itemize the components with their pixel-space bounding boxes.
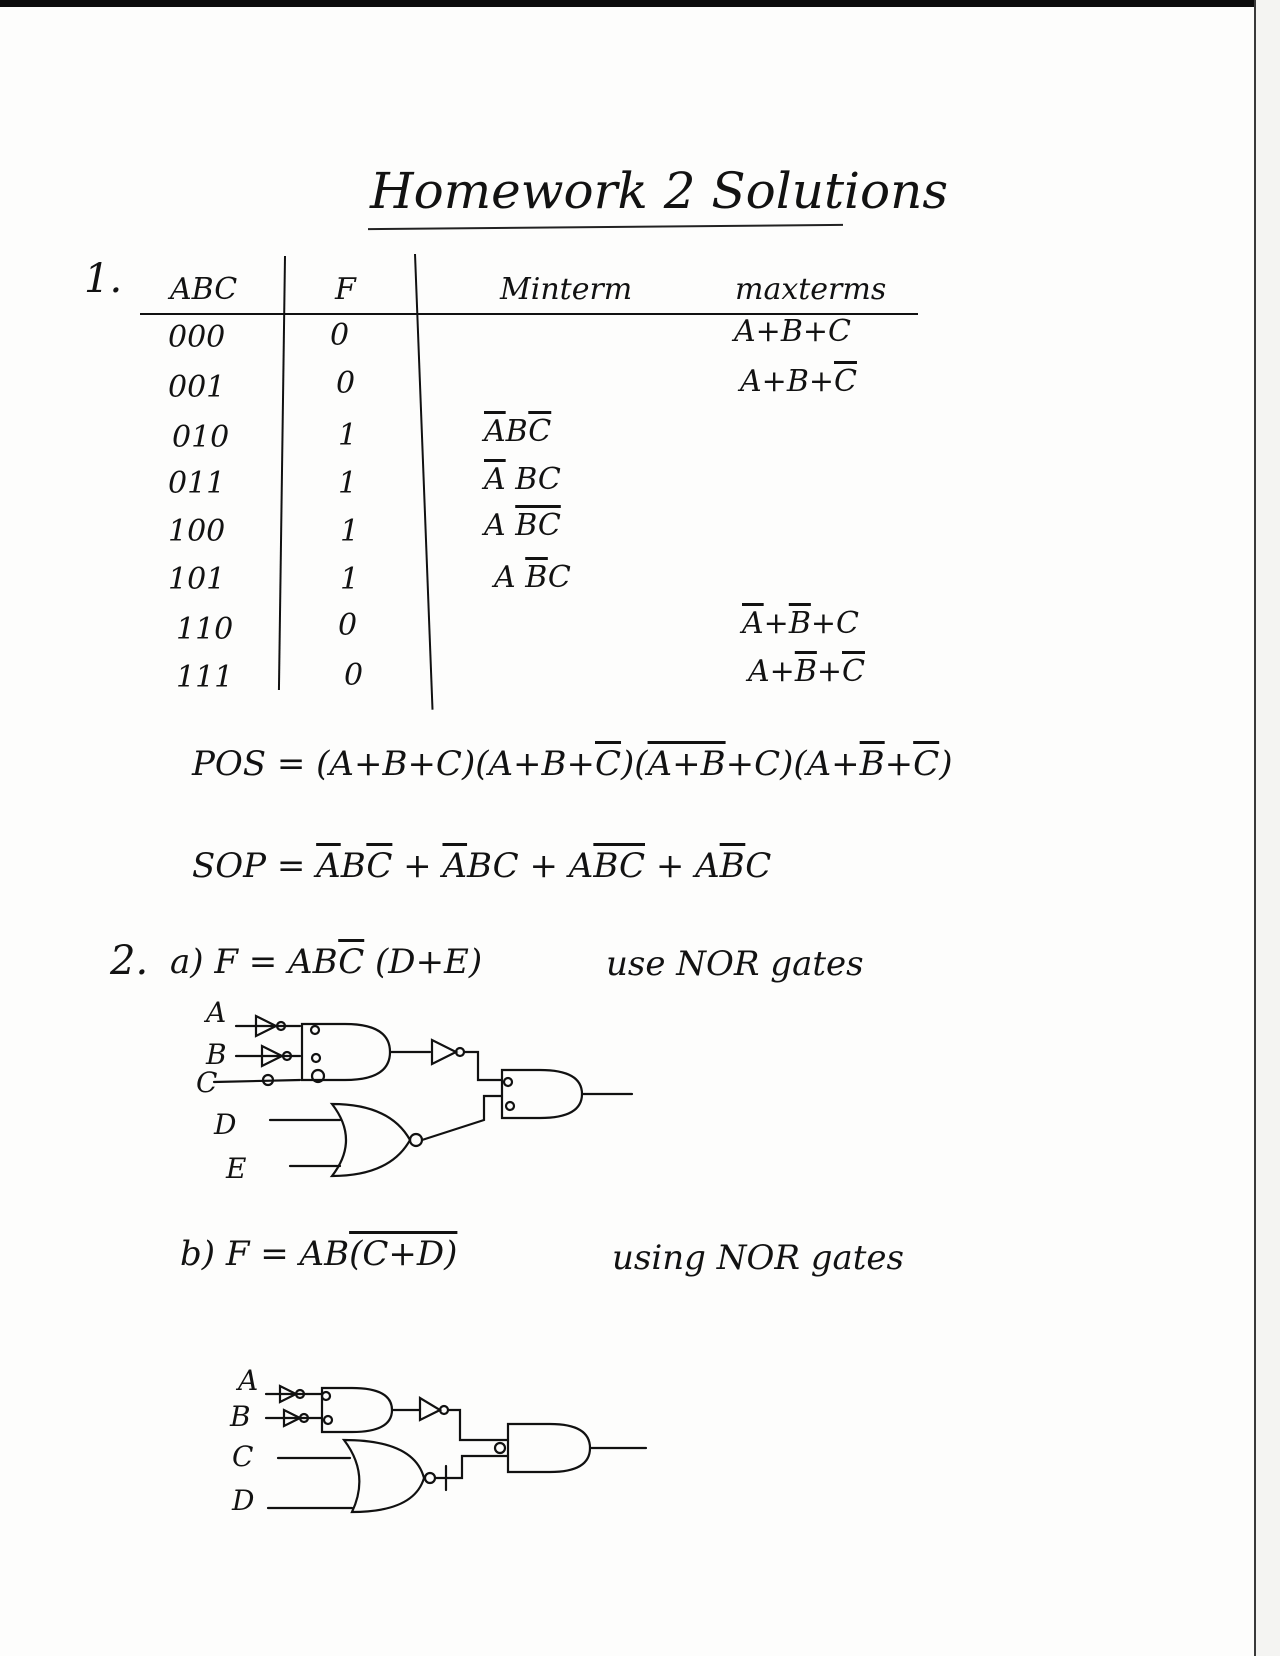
row-3-f: 1 xyxy=(338,466,358,501)
row-5-f: 1 xyxy=(340,562,360,597)
row-1-maxterm: $A+B+\overline{C}$ xyxy=(740,364,857,399)
row-3-abc: 011 xyxy=(168,466,226,501)
problem-2-number: 2. xyxy=(110,938,149,984)
part-a-input-c: C xyxy=(196,1066,218,1099)
header-minterm: Minterm xyxy=(500,272,633,307)
sop-expression: SOP = $\overline{A}B\overline{C} + \overline{A}BC + A\overline{BC} + A\overline{B}C$ xyxy=(192,846,772,886)
row-7-f: 0 xyxy=(344,658,364,693)
row-6-f: 0 xyxy=(338,608,358,643)
row-7-abc: 111 xyxy=(176,660,234,695)
part-b-equation: b) F = AB(C+D) xyxy=(180,1234,458,1274)
header-abc: ABC xyxy=(170,272,238,307)
problem-1-number: 1. xyxy=(84,256,123,302)
row-2-f: 1 xyxy=(338,418,358,453)
row-7-maxterm: $A+\overline{B}+\overline{C}$ xyxy=(748,654,865,689)
header-f: F xyxy=(335,272,356,307)
row-2-minterm: $\overline{A}B\overline{C}$ xyxy=(484,414,552,449)
row-1-abc: 001 xyxy=(168,370,226,405)
part-a-note: use NOR gates xyxy=(606,944,864,984)
part-a-input-e: E xyxy=(226,1152,247,1185)
part-a-input-a: A xyxy=(206,996,227,1029)
row-0-f: 0 xyxy=(330,318,350,353)
part-a-input-d: D xyxy=(214,1108,237,1141)
part-a-input-b: B xyxy=(206,1038,227,1071)
row-3-minterm: $\overline{A}$ BC xyxy=(484,462,561,497)
part-b-input-d: D xyxy=(232,1484,255,1517)
row-2-abc: 010 xyxy=(172,420,230,455)
part-b-input-b: B xyxy=(230,1400,251,1433)
row-4-minterm: A $\overline{BC}$ xyxy=(484,508,561,543)
part-b-note: using NOR gates xyxy=(612,1238,904,1278)
part-b-input-a: A xyxy=(238,1364,259,1397)
row-4-abc: 100 xyxy=(168,514,226,549)
part-b-input-c: C xyxy=(232,1440,254,1473)
row-6-maxterm: $\overline{A}+\overline{B}+C$ xyxy=(742,606,859,641)
row-5-abc: 101 xyxy=(168,562,226,597)
header-maxterms: maxterms xyxy=(735,272,887,307)
row-5-minterm: A $\overline{B}C$ xyxy=(494,560,571,595)
part-a-equation: a) $F = AB\overline{C}$ (D+E) xyxy=(170,942,483,982)
row-4-f: 1 xyxy=(340,514,360,549)
page-title: Homework 2 Solutions xyxy=(370,162,949,220)
pos-expression: POS = $(A+B+C)(A+B+\overline{C})(A+B+C)(A+\overline{B}+\overline{C})$ xyxy=(192,744,953,784)
row-1-f: 0 xyxy=(336,366,356,401)
row-0-maxterm: A+B+C xyxy=(734,314,851,349)
row-6-abc: 110 xyxy=(176,612,234,647)
row-0-abc: 000 xyxy=(168,320,226,355)
